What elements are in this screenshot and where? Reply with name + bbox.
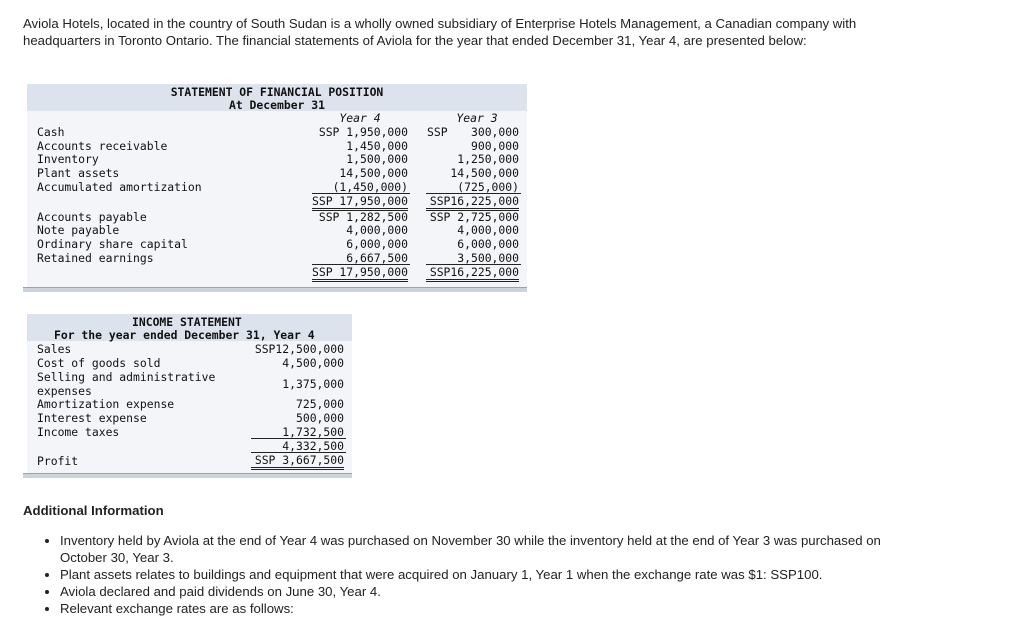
intro-paragraph: Aviola Hotels, located in the country of South Sudan is a wholly owned subsidiary of Enterprise Hotels Management, a Canadian company with headquarters in Toronto Ontario. The financial statements of Aviola for the year that ended December 31, Year 4, are presented below: <box>23 16 857 48</box>
row-label-sga: Selling and administrative <box>37 370 216 384</box>
fp-subtitle: At December 31 <box>228 98 325 112</box>
row-label-cogs: Cost of goods sold <box>37 356 161 370</box>
cell-value: 4,500,000 <box>282 356 344 370</box>
cell-value: SSP12,500,000 <box>254 342 344 356</box>
table-bottom-bar <box>23 473 352 478</box>
cell-y3: 300,000 <box>470 125 519 139</box>
cell-value: 1,375,000 <box>282 377 344 391</box>
cell-y4: 1,500,000 <box>346 152 408 166</box>
row-label-note-payable: Note payable <box>37 223 120 237</box>
row-label-sales: Sales <box>37 342 72 356</box>
cell-y3-prefix: SSP <box>427 125 448 139</box>
cell-y4: 6,667,500 <box>346 251 408 265</box>
cell-y3: 14,500,000 <box>450 166 519 180</box>
total-liabilities-y4: SSP 17,950,000 <box>312 265 408 282</box>
total-liabilities-y3: SSP16,225,000 <box>426 265 519 282</box>
cell-y3: 4,000,000 <box>457 223 519 237</box>
list-item: • Relevant exchange rates are as follows: <box>60 600 910 617</box>
income-statement-table <box>27 314 352 480</box>
row-label-plant-assets: Plant assets <box>37 166 120 180</box>
total-assets-y4: SSP 17,950,000 <box>312 194 408 211</box>
cell-y4: 1,450,000 <box>346 139 408 153</box>
cell-y3: 3,500,000 <box>457 251 519 265</box>
cell-y3: SSP 2,725,000 <box>429 210 519 224</box>
row-label-income-taxes: Income taxes <box>37 425 120 439</box>
row-label-cash: Cash <box>37 125 65 139</box>
row-label-profit: Profit <box>37 454 79 468</box>
additional-info-heading: Additional Information <box>23 503 164 518</box>
table-bottom-bar <box>23 287 527 292</box>
cell-y4: SSP 1,950,000 <box>318 125 408 139</box>
row-label-ordinary-share-capital: Ordinary share capital <box>37 237 188 251</box>
cell-y3: 900,000 <box>470 139 519 153</box>
col-header-year4: Year 4 <box>339 111 381 125</box>
row-label-amortization: Amortization expense <box>37 397 175 411</box>
cell-value: 1,732,500 <box>282 425 344 439</box>
row-label-inventory: Inventory <box>37 152 99 166</box>
cell-value: 725,000 <box>295 397 344 411</box>
list-item: • Plant assets relates to buildings and equipment that were acquired on January 1, Year 1 when the exchange rate was $1: SSP100. <box>60 566 910 583</box>
list-item: • Aviola declared and paid dividends on June 30, Year 4. <box>60 583 910 600</box>
cell-y3: (725,000) <box>457 180 519 194</box>
cell-value: 500,000 <box>295 411 344 425</box>
subtotal-expenses: 4,332,500 <box>282 439 344 453</box>
cell-y3: 6,000,000 <box>457 237 519 251</box>
list-item: • Inventory held by Aviola at the end of Year 4 was purchased on November 30 while the inventory held at the end of Year 3 was purchased on October 30, Year 3. <box>60 532 910 566</box>
cell-y4: SSP 1,282,500 <box>318 210 408 224</box>
cell-y4: 6,000,000 <box>346 237 408 251</box>
profit-value: SSP 3,667,500 <box>251 453 344 470</box>
row-label-accounts-payable: Accounts payable <box>37 210 147 224</box>
cell-y3: 1,250,000 <box>457 152 519 166</box>
row-label-interest: Interest expense <box>37 411 147 425</box>
is-subtitle: For the year ended December 31, Year 4 <box>54 328 315 342</box>
cell-y4: 4,000,000 <box>346 223 408 237</box>
cell-y4: 14,500,000 <box>339 166 408 180</box>
col-header-year3: Year 3 <box>456 111 498 125</box>
notes-list <box>40 532 910 617</box>
row-label-accumulated-amortization: Accumulated amortization <box>37 180 202 194</box>
row-label-retained-earnings: Retained earnings <box>37 251 154 265</box>
row-label-accounts-receivable: Accounts receivable <box>37 139 168 153</box>
total-assets-y3: SSP16,225,000 <box>426 194 519 211</box>
cell-y4: (1,450,000) <box>332 180 408 194</box>
is-title: INCOME STATEMENT <box>132 315 242 329</box>
fp-title: STATEMENT OF FINANCIAL POSITION <box>170 85 384 99</box>
financial-position-table <box>27 84 527 290</box>
row-label-sga-cont: expenses <box>37 384 92 398</box>
